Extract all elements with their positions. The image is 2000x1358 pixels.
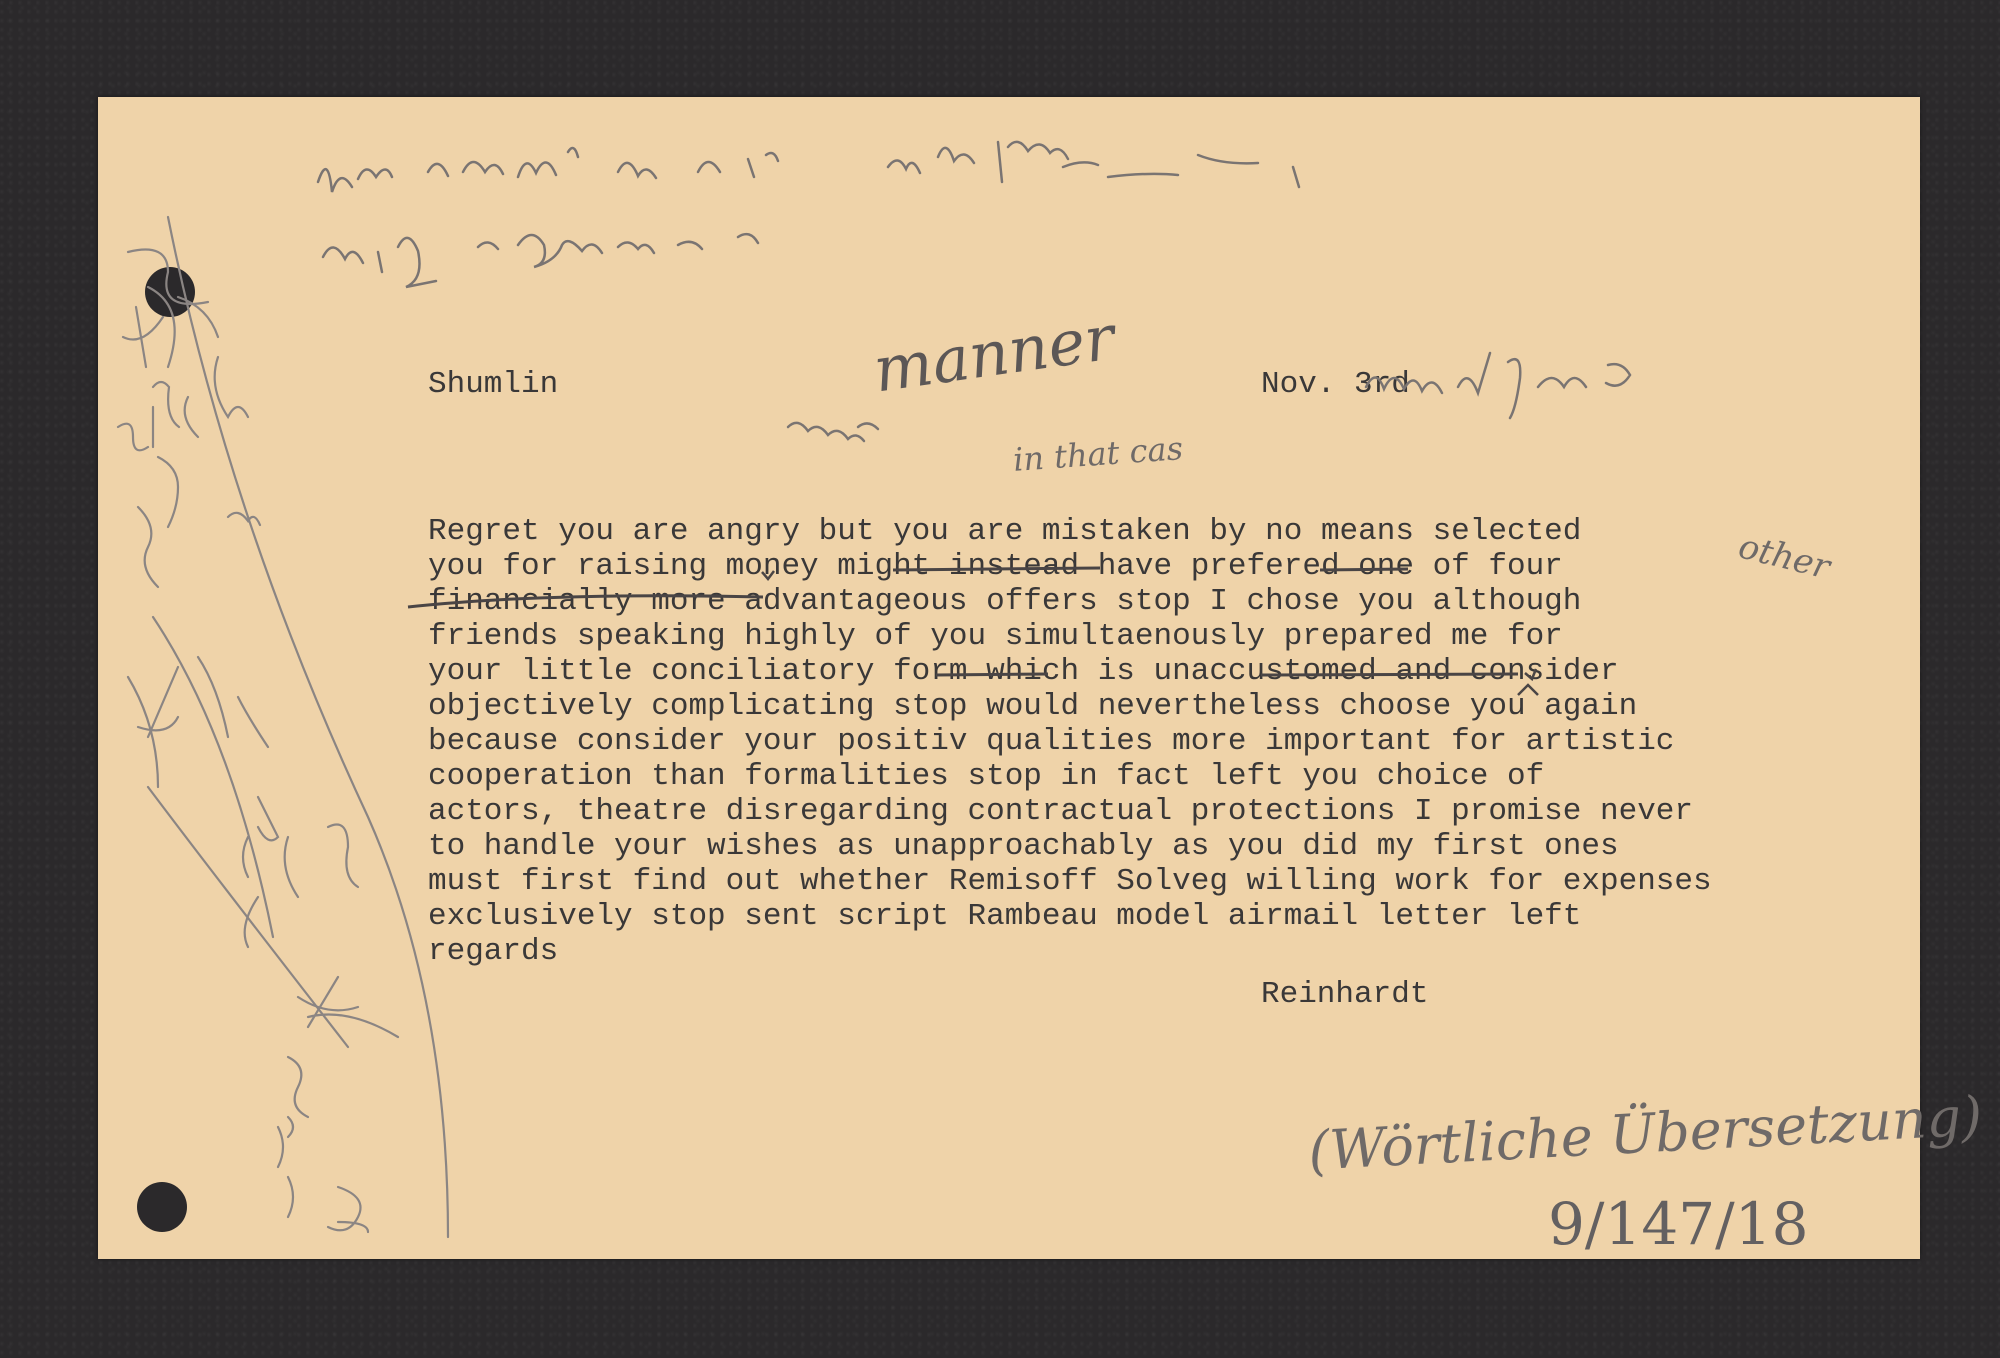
handwritten-marks [98, 97, 1920, 1259]
body-line: you for raising money might instead have prefered one of four [428, 549, 1563, 584]
body-line: must first find out whether Remisoff Solveg willing work for expenses [428, 864, 1712, 899]
recipient-name: Shumlin [428, 367, 559, 402]
strikethrough-marks [408, 568, 1518, 675]
body-line: because consider your positiv qualities more important for artistic [428, 724, 1675, 759]
handwritten-reference-number: 9/147/18 [1548, 1190, 1809, 1258]
body-line: exclusively stop sent script Rambeau model airmail letter left [428, 899, 1582, 934]
body-line: regards [428, 934, 559, 969]
signature: Reinhardt [1261, 977, 1429, 1012]
body-line: actors, theatre disregarding contractual protections I promise never [428, 794, 1694, 829]
caret-marks [762, 571, 1538, 695]
letter-sheet [98, 97, 1984, 1259]
shorthand-scribbles [318, 142, 1630, 441]
body-line: Regret you are angry but you are mistaken by no means selected [428, 514, 1582, 549]
handwritten-other: other [1734, 526, 1834, 588]
margin-pencil-notes [118, 217, 448, 1237]
handwritten-manner: manner [869, 300, 1119, 407]
body-line: your little conciliatory form which is unaccustomed and consider [428, 654, 1619, 689]
body-line: to handle your wishes as unapproachably as you did my first ones [428, 829, 1619, 864]
body-line: cooperation than formalities stop in fact left you choice of [428, 759, 1545, 794]
handwritten-in-that-case: in that cas [1011, 429, 1185, 479]
letter-date: Nov. 3rd [1261, 367, 1410, 402]
handwritten-woertliche-uebersetzung: (Wörtliche Übersetzung) [1306, 1084, 1984, 1183]
body-line: friends speaking highly of you simultaenously prepared me for [428, 619, 1563, 654]
body-line: financially more advantageous offers stop I chose you although [428, 584, 1582, 619]
body-line: objectively complicating stop would nevertheless choose you again [428, 689, 1638, 724]
